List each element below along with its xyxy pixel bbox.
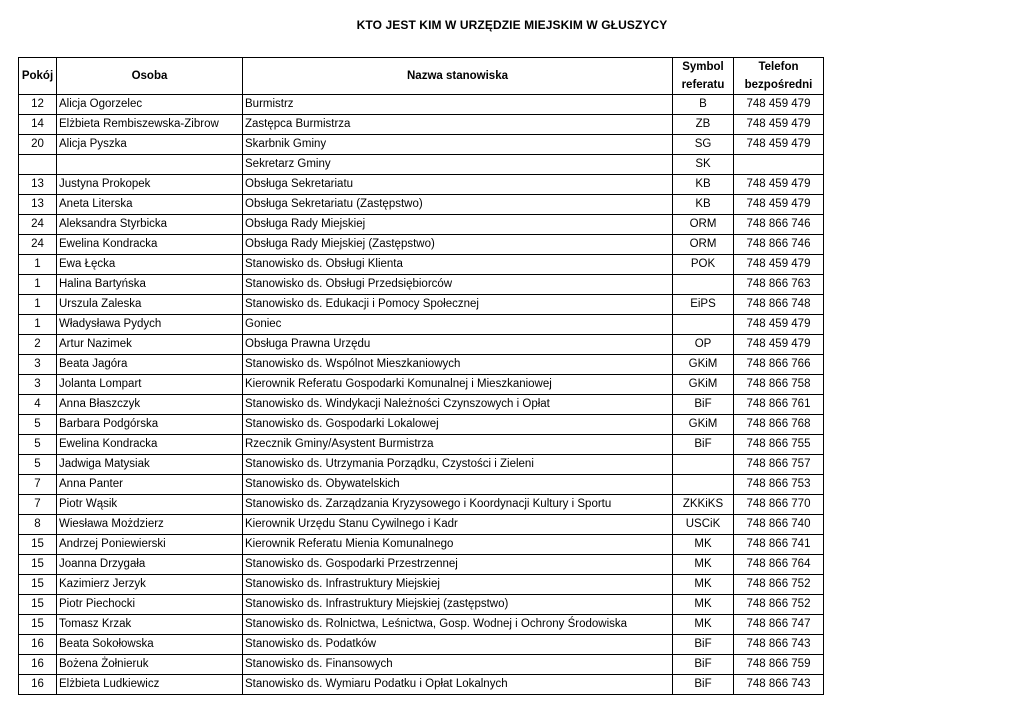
cell-room: 1 [19, 275, 57, 295]
cell-phone: 748 459 479 [734, 115, 824, 135]
table-row [19, 395, 824, 415]
cell-position: Stanowisko ds. Podatków [243, 635, 673, 655]
cell-symbol: ORM [673, 215, 734, 235]
cell-symbol: ZB [673, 115, 734, 135]
cell-room: 20 [19, 135, 57, 155]
cell-person: Wiesława Możdzierz [57, 515, 243, 535]
table-row [19, 415, 824, 435]
cell-phone: 748 866 761 [734, 395, 824, 415]
cell-phone: 748 866 768 [734, 415, 824, 435]
cell-person: Elżbieta Ludkiewicz [57, 675, 243, 695]
cell-symbol: MK [673, 595, 734, 615]
cell-position: Zastępca Burmistrza [243, 115, 673, 135]
header-room: Pokój [19, 58, 57, 95]
cell-room: 4 [19, 395, 57, 415]
cell-symbol: MK [673, 575, 734, 595]
cell-phone: 748 459 479 [734, 135, 824, 155]
cell-symbol [673, 475, 734, 495]
cell-room: 8 [19, 515, 57, 535]
table-row [19, 295, 824, 315]
cell-symbol: BiF [673, 635, 734, 655]
cell-person: Jolanta Lompart [57, 375, 243, 395]
cell-position: Obsługa Rady Miejskiej (Zastępstwo) [243, 235, 673, 255]
cell-symbol: BiF [673, 395, 734, 415]
cell-person: Beata Sokołowska [57, 635, 243, 655]
cell-room: 1 [19, 255, 57, 275]
cell-symbol: B [673, 95, 734, 115]
cell-symbol: POK [673, 255, 734, 275]
cell-person: Alicja Pyszka [57, 135, 243, 155]
cell-person: Ewa Łęcka [57, 255, 243, 275]
cell-person: Andrzej Poniewierski [57, 535, 243, 555]
cell-person: Barbara Podgórska [57, 415, 243, 435]
cell-person: Aneta Literska [57, 195, 243, 215]
cell-symbol: OP [673, 335, 734, 355]
cell-phone: 748 866 743 [734, 635, 824, 655]
table-header [19, 58, 824, 95]
cell-position: Sekretarz Gminy [243, 155, 673, 175]
cell-person: Justyna Prokopek [57, 175, 243, 195]
table-row [19, 575, 824, 595]
cell-room: 16 [19, 655, 57, 675]
cell-room: 24 [19, 235, 57, 255]
cell-person: Alicja Ogorzelec [57, 95, 243, 115]
cell-room: 15 [19, 575, 57, 595]
header-phone-line2: bezpośredni [744, 79, 813, 91]
table-row [19, 275, 824, 295]
cell-phone: 748 866 752 [734, 595, 824, 615]
cell-phone: 748 866 759 [734, 655, 824, 675]
cell-phone: 748 866 753 [734, 475, 824, 495]
cell-room: 1 [19, 315, 57, 335]
cell-symbol: SG [673, 135, 734, 155]
table-row [19, 215, 824, 235]
header-symbol-line2: referatu [681, 79, 725, 91]
cell-position: Stanowisko ds. Obywatelskich [243, 475, 673, 495]
cell-symbol: BiF [673, 675, 734, 695]
cell-phone: 748 866 770 [734, 495, 824, 515]
cell-phone: 748 866 747 [734, 615, 824, 635]
cell-room: 5 [19, 435, 57, 455]
cell-symbol [673, 455, 734, 475]
cell-phone: 748 459 479 [734, 335, 824, 355]
cell-symbol: MK [673, 615, 734, 635]
cell-position: Burmistrz [243, 95, 673, 115]
cell-position: Stanowisko ds. Windykacji Należności Czynszowych i Opłat [243, 395, 673, 415]
cell-room: 1 [19, 295, 57, 315]
table-row [19, 675, 824, 695]
cell-position: Rzecznik Gminy/Asystent Burmistrza [243, 435, 673, 455]
cell-symbol: GKiM [673, 415, 734, 435]
cell-position: Stanowisko ds. Utrzymania Porządku, Czystości i Zieleni [243, 455, 673, 475]
cell-person: Piotr Wąsik [57, 495, 243, 515]
cell-room: 3 [19, 355, 57, 375]
cell-person: Ewelina Kondracka [57, 235, 243, 255]
cell-phone: 748 459 479 [734, 255, 824, 275]
cell-person: Władysława Pydych [57, 315, 243, 335]
cell-person: Aleksandra Styrbicka [57, 215, 243, 235]
cell-room: 12 [19, 95, 57, 115]
table-row [19, 475, 824, 495]
cell-person: Piotr Piechocki [57, 595, 243, 615]
header-row [19, 58, 824, 95]
cell-person: Anna Panter [57, 475, 243, 495]
cell-room: 13 [19, 175, 57, 195]
cell-person: Beata Jagóra [57, 355, 243, 375]
cell-symbol: BiF [673, 435, 734, 455]
cell-phone: 748 866 757 [734, 455, 824, 475]
table-row [19, 95, 824, 115]
cell-position: Obsługa Sekretariatu [243, 175, 673, 195]
cell-position: Kierownik Referatu Gospodarki Komunalnej i Mieszkaniowej [243, 375, 673, 395]
cell-room: 16 [19, 635, 57, 655]
cell-symbol [673, 315, 734, 335]
cell-position: Stanowisko ds. Rolnictwa, Leśnictwa, Gosp. Wodnej i Ochrony Środowiska [243, 615, 673, 635]
cell-symbol: MK [673, 555, 734, 575]
cell-position: Skarbnik Gminy [243, 135, 673, 155]
cell-phone: 748 459 479 [734, 175, 824, 195]
cell-person: Elżbieta Rembiszewska-Zibrow [57, 115, 243, 135]
page-title: KTO JEST KIM W URZĘDZIE MIEJSKIM W GŁUSZYCY [356, 18, 668, 32]
table-row [19, 515, 824, 535]
cell-room [19, 155, 57, 175]
table-row [19, 195, 824, 215]
header-person: Osoba [57, 58, 243, 95]
cell-symbol: EiPS [673, 295, 734, 315]
table-row [19, 455, 824, 475]
cell-person: Joanna Drzygała [57, 555, 243, 575]
cell-room: 5 [19, 455, 57, 475]
cell-position: Stanowisko ds. Wspólnot Mieszkaniowych [243, 355, 673, 375]
cell-position: Stanowisko ds. Gospodarki Lokalowej [243, 415, 673, 435]
cell-symbol [673, 275, 734, 295]
cell-symbol: SK [673, 155, 734, 175]
table-row [19, 335, 824, 355]
cell-room: 16 [19, 675, 57, 695]
table-row [19, 495, 824, 515]
cell-person: Urszula Zaleska [57, 295, 243, 315]
cell-position: Stanowisko ds. Edukacji i Pomocy Społecznej [243, 295, 673, 315]
table-body [19, 95, 824, 695]
cell-symbol: ORM [673, 235, 734, 255]
cell-phone: 748 866 740 [734, 515, 824, 535]
cell-position: Stanowisko ds. Obsługi Przedsiębiorców [243, 275, 673, 295]
cell-position: Stanowisko ds. Wymiaru Podatku i Opłat Lokalnych [243, 675, 673, 695]
cell-person: Jadwiga Matysiak [57, 455, 243, 475]
cell-person: Artur Nazimek [57, 335, 243, 355]
table-row [19, 315, 824, 335]
table-row [19, 355, 824, 375]
cell-position: Stanowisko ds. Infrastruktury Miejskiej (zastępstwo) [243, 595, 673, 615]
cell-position: Stanowisko ds. Zarządzania Kryzysowego i Koordynacji Kultury i Sportu [243, 495, 673, 515]
cell-position: Obsługa Rady Miejskiej [243, 215, 673, 235]
cell-room: 7 [19, 495, 57, 515]
cell-phone [734, 155, 824, 175]
cell-room: 15 [19, 595, 57, 615]
cell-symbol: GKiM [673, 375, 734, 395]
cell-phone: 748 459 479 [734, 95, 824, 115]
table-row [19, 175, 824, 195]
cell-position: Kierownik Referatu Mienia Komunalnego [243, 535, 673, 555]
cell-position: Obsługa Prawna Urzędu [243, 335, 673, 355]
staff-directory-table [18, 57, 824, 695]
cell-position: Stanowisko ds. Infrastruktury Miejskiej [243, 575, 673, 595]
cell-phone: 748 866 743 [734, 675, 824, 695]
cell-phone: 748 866 752 [734, 575, 824, 595]
cell-phone: 748 459 479 [734, 315, 824, 335]
cell-symbol: USCiK [673, 515, 734, 535]
cell-phone: 748 866 746 [734, 235, 824, 255]
header-symbol-line1: Symbol [682, 61, 724, 73]
cell-room: 5 [19, 415, 57, 435]
cell-room: 15 [19, 555, 57, 575]
cell-person [57, 155, 243, 175]
cell-symbol: ZKKiKS [673, 495, 734, 515]
cell-room: 24 [19, 215, 57, 235]
table-row [19, 615, 824, 635]
cell-phone: 748 866 755 [734, 435, 824, 455]
cell-phone: 748 866 741 [734, 535, 824, 555]
cell-position: Obsługa Sekretariatu (Zastępstwo) [243, 195, 673, 215]
table-row [19, 155, 824, 175]
cell-room: 14 [19, 115, 57, 135]
table-row [19, 555, 824, 575]
cell-position: Goniec [243, 315, 673, 335]
cell-phone: 748 866 748 [734, 295, 824, 315]
header-symbol [673, 58, 734, 95]
cell-person: Kazimierz Jerzyk [57, 575, 243, 595]
cell-room: 3 [19, 375, 57, 395]
cell-symbol: GKiM [673, 355, 734, 375]
cell-phone: 748 866 758 [734, 375, 824, 395]
cell-person: Halina Bartyńska [57, 275, 243, 295]
header-phone-line1: Telefon [758, 61, 799, 73]
table-row [19, 375, 824, 395]
cell-person: Ewelina Kondracka [57, 435, 243, 455]
table-row [19, 595, 824, 615]
cell-phone: 748 866 766 [734, 355, 824, 375]
cell-room: 15 [19, 615, 57, 635]
cell-phone: 748 866 763 [734, 275, 824, 295]
table-row [19, 635, 824, 655]
cell-position: Stanowisko ds. Gospodarki Przestrzennej [243, 555, 673, 575]
table-row [19, 235, 824, 255]
cell-phone: 748 866 746 [734, 215, 824, 235]
table-row [19, 115, 824, 135]
cell-phone: 748 866 764 [734, 555, 824, 575]
cell-person: Anna Błaszczyk [57, 395, 243, 415]
table-row [19, 535, 824, 555]
cell-symbol: MK [673, 535, 734, 555]
cell-phone: 748 459 479 [734, 195, 824, 215]
table-row [19, 435, 824, 455]
cell-symbol: KB [673, 175, 734, 195]
cell-room: 7 [19, 475, 57, 495]
cell-person: Bożena Żołnieruk [57, 655, 243, 675]
header-position: Nazwa stanowiska [243, 58, 673, 95]
header-phone [734, 58, 824, 95]
cell-person: Tomasz Krzak [57, 615, 243, 635]
cell-room: 13 [19, 195, 57, 215]
table-row [19, 255, 824, 275]
cell-position: Kierownik Urzędu Stanu Cywilnego i Kadr [243, 515, 673, 535]
table-row [19, 655, 824, 675]
cell-room: 15 [19, 535, 57, 555]
cell-position: Stanowisko ds. Finansowych [243, 655, 673, 675]
cell-symbol: KB [673, 195, 734, 215]
cell-symbol: BiF [673, 655, 734, 675]
cell-position: Stanowisko ds. Obsługi Klienta [243, 255, 673, 275]
cell-room: 2 [19, 335, 57, 355]
table-row [19, 135, 824, 155]
